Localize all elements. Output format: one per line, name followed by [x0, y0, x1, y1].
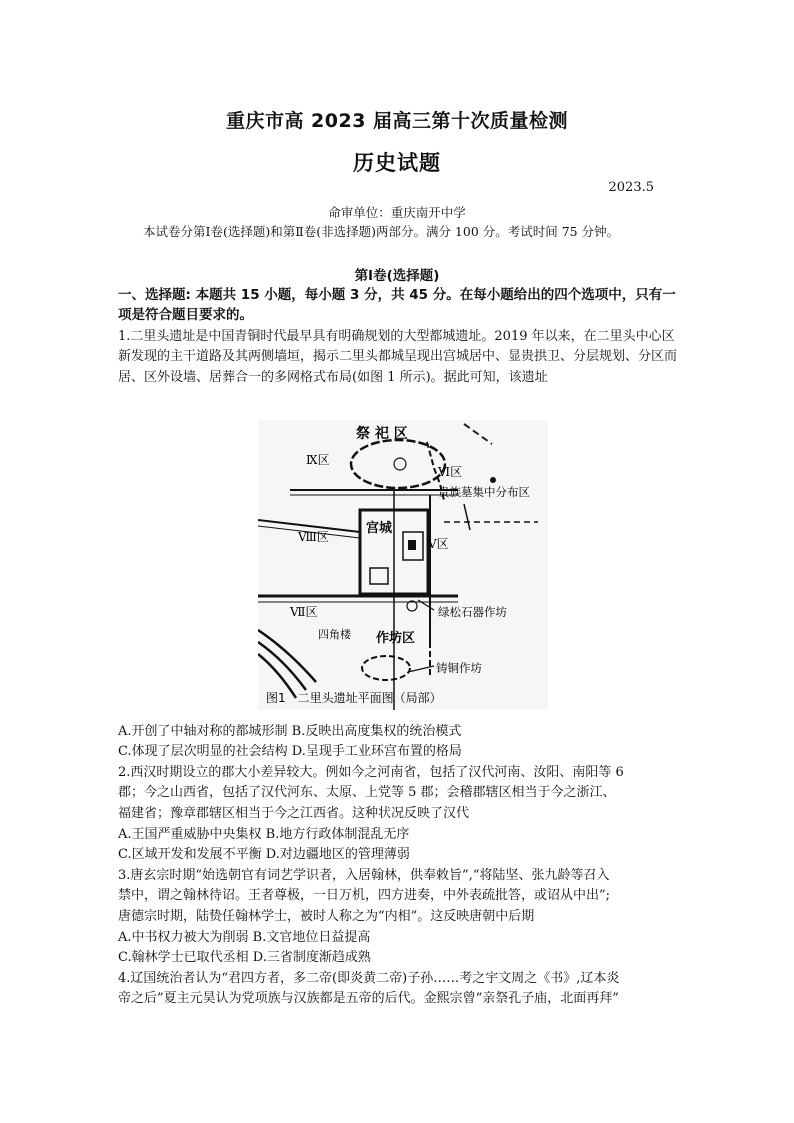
exam-intro: 本试卷分第Ⅰ卷(选择题)和第Ⅱ卷(非选择题)两部分。满分 100 分。考试时间 75 分钟。 [143, 224, 620, 239]
section1-instructions: 一、选择题: 本题共 15 小题，每小题 3 分，共 45 分。在每小题给出的四个选项中，只有一项是符合题目要求的。 [118, 287, 676, 323]
label-zone6: Ⅵ区 [438, 465, 463, 479]
label-palace: 宫城 [366, 521, 393, 536]
question-1-stem: 1.二里头遗址是中国青铜时代最早具有明确规划的大型都城遗址。2019 年以来，在二里头中心区新发现的主干道路及其两侧墙垣，揭示二里头都城呈现出宫城居中、显贵拱卫、分层规划、分区而居、区外设墙、居葬合一的多网格式布局(如图 1 所示)。据此可知，该遗址 [118, 329, 678, 385]
figure-1-caption: 图1 二里头遗址平面图（局部） [266, 691, 442, 705]
question-2-line: 郡；今之山西省，包括了汉代河东、太原、上党等 5 郡；会稽郡辖区相当于今之浙江、 [118, 785, 616, 801]
review-unit: 命审单位：重庆南开中学 [328, 205, 466, 220]
question-3-option-cd: C.翰林学士已取代丞相 D.三省制度渐趋成熟 [118, 950, 371, 966]
figure-1-site-map [258, 420, 548, 710]
question-4-line: 帝之后”夏主元昊认为党项族与汉族都是五帝的后代。金熙宗曾“亲祭孔子庙，北面再拜” [118, 991, 619, 1007]
label-sacrifice-area: 祭 祀 区 [356, 426, 408, 442]
question-3-line: 唐德宗时期，陆贽任翰林学士，被时人称之为“内相”。这反映唐朝中后期 [118, 908, 535, 924]
exam-title: 重庆市高 2023 届高三第十次质量检测 [225, 110, 569, 132]
volume1-title: 第Ⅰ卷(选择题) [354, 268, 440, 284]
question-4-line: 4.辽国统治者认为“君四方者，多二帝(即炎黄二帝)子孙……考之宇文周之《书》,辽本炎 [118, 971, 620, 986]
subject-title: 历史试题 [353, 151, 441, 175]
question-3-line: 3.唐玄宗时期“始选朝官有词艺学识者，入居翰林，供奉敕旨”,“将陆坚、张九龄等召入 [118, 868, 610, 883]
question-2-options [118, 825, 678, 866]
palace-building-core [408, 540, 416, 550]
question-3-option-ab: A.中书权力被大为削弱 B.文官地位日益提高 [118, 930, 371, 945]
question-3-line: 禁中，谓之翰林待诏。王者尊极，一日万机，四方进奏，中外表疏批答，或诏从中出”; [118, 888, 611, 904]
question-2-line: 福建省；豫章郡辖区相当于今之江西省。这种状况反映了汉代 [118, 805, 470, 821]
label-zone5: Ⅴ区 [428, 537, 449, 551]
question-2-stem [118, 763, 678, 824]
exam-date: 2023.5 [608, 180, 654, 195]
label-turquoise-workshop: 绿松石器作坊 [438, 605, 507, 619]
label-noble-tombs: 贵族墓集中分布区 [438, 485, 530, 499]
label-bronze-workshop: 铸铜作坊 [436, 661, 482, 675]
question-3-stem [118, 866, 678, 927]
label-corner-tower: 四角楼 [318, 628, 351, 641]
question-1-option-cd: C.体现了层次明显的社会结构 D.呈现手工业环宫布置的格局 [118, 744, 462, 760]
question-3-options [118, 928, 678, 969]
label-zone7: Ⅶ区 [290, 605, 318, 619]
question-2-option-cd: C.区域开发和发展不平衡 D.对边疆地区的管理薄弱 [118, 847, 410, 863]
label-workshop-area: 作坊区 [376, 631, 416, 646]
question-4-stem [118, 969, 678, 1010]
question-1-options [118, 722, 678, 763]
question-2-option-ab: A.王国严重威胁中央集权 B.地方行政体制混乱无序 [118, 827, 410, 842]
label-zone9: Ⅸ区 [306, 453, 330, 467]
label-zone8: Ⅷ区 [298, 530, 329, 544]
question-2-line: 2.西汉时期设立的郡大小差异较大。例如今之河南省，包括了汉代河南、汝阳、南阳等 6 [118, 765, 624, 780]
question-1-option-ab: A.开创了中轴对称的都城形制 B.反映出高度集权的统治模式 [118, 724, 462, 739]
noble-tomb-marker [490, 477, 496, 483]
